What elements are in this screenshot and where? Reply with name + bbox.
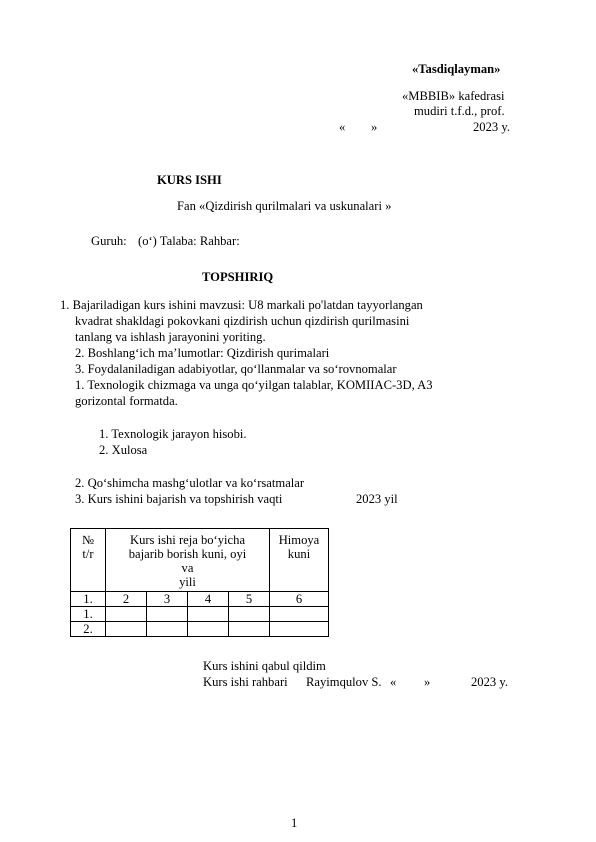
table-cell: 1.: [71, 592, 106, 607]
footer-supervisor-label: Kurs ishi rahbari: [203, 675, 288, 689]
task-item-2: 2. Boshlang‘ich ma’lumotlar: Qizdirish qurimalari: [75, 346, 330, 360]
table-header-row: [71, 529, 329, 592]
task-subitem-1: 1. Texnologik jarayon hisobi.: [99, 427, 247, 441]
header-number-line-1: №: [81, 533, 95, 547]
header-cell-plan: [106, 529, 270, 592]
task-deadline-year: 2023 yil: [356, 492, 398, 506]
table-cell: [229, 607, 270, 622]
task-item-3: 3. Foydalaniladigan adabiyotlar, qo‘llanmalar va so‘rovnomalar: [75, 362, 397, 376]
table-row: [71, 622, 329, 637]
table-cell: [270, 622, 329, 637]
table-cell: [188, 607, 229, 622]
table-cell: 2: [106, 592, 147, 607]
table-row: [71, 607, 329, 622]
task-item-1-line-3: tanlang va ishlash jarayonini yoriting.: [75, 330, 266, 344]
table-index-row: [71, 592, 329, 607]
table-cell: 5: [229, 592, 270, 607]
footer-date-close: »: [424, 675, 431, 689]
approval-title: «Tasdiqlayman»: [412, 62, 501, 76]
footer-date-open: «: [390, 675, 397, 689]
student-supervisor-label: (o‘) Talaba: Rahbar:: [138, 234, 240, 248]
table-cell: [188, 622, 229, 637]
table-cell: [270, 607, 329, 622]
page-number: 1: [291, 816, 298, 830]
footer-date-year: 2023 y.: [471, 675, 508, 689]
header-plan-line-3: va: [181, 561, 194, 575]
approval-head: mudiri t.f.d., prof.: [414, 104, 505, 118]
task-title: TOPSHIRIQ: [202, 270, 274, 284]
footer-supervisor-name: Rayimqulov S.: [306, 675, 382, 689]
task-deadline-label: 3. Kurs ishini bajarish va topshirish vaqti: [75, 492, 283, 506]
task-item-4-line-1: 1. Texnologik chizmaga va unga qo‘yilgan talablar, KOMIIAC-3D, A3: [75, 378, 433, 392]
table-cell: [106, 607, 147, 622]
task-extra-instructions: 2. Qo‘shimcha mashg‘ulotlar va ko‘rsatmalar: [75, 476, 305, 490]
header-defense-line-1: Himoya: [278, 533, 320, 547]
approval-department: «MBBIB» kafedrasi: [402, 89, 505, 103]
table-cell: [147, 622, 188, 637]
header-plan-line-4: yili: [179, 575, 196, 589]
task-item-1-line-1: 1. Bajariladigan kurs ishini mavzusi: U8 markali po'latdan tayyorlangan: [60, 298, 423, 312]
task-item-1-line-2: kvadrat shakldagi pokovkani qizdirish uchun qizdirish qurilmasini: [75, 314, 410, 328]
approval-date-year: 2023 y.: [473, 120, 510, 134]
table-cell: 3: [147, 592, 188, 607]
doc-type-title: KURS ISHI: [157, 173, 222, 187]
table-cell: 4: [188, 592, 229, 607]
header-cell-defense: [270, 529, 329, 592]
header-plan-line-1: Kurs ishi reja bo‘yicha: [129, 533, 246, 547]
table-cell: [106, 622, 147, 637]
approval-date-open: «: [339, 120, 346, 134]
table-cell: [147, 607, 188, 622]
schedule-table: [70, 528, 329, 637]
approval-date-close: »: [371, 120, 378, 134]
table-cell: 2.: [71, 622, 106, 637]
table-cell: 6: [270, 592, 329, 607]
header-cell-number: [71, 529, 106, 592]
task-subitem-2: 2. Xulosa: [99, 443, 148, 457]
task-item-4-line-2: gorizontal formatda.: [75, 394, 178, 408]
header-plan-line-2: bajarib borish kuni, oyi: [128, 547, 247, 561]
header-number-line-2: t/r: [82, 547, 94, 561]
table-cell: [229, 622, 270, 637]
table-cell: 1.: [71, 607, 106, 622]
header-defense-line-2: kuni: [287, 547, 311, 561]
group-label: Guruh:: [91, 234, 127, 248]
subject-line: Fan «Qizdirish qurilmalari va uskunalari »: [177, 199, 392, 213]
footer-accepted: Kurs ishini qabul qildim: [203, 659, 326, 673]
